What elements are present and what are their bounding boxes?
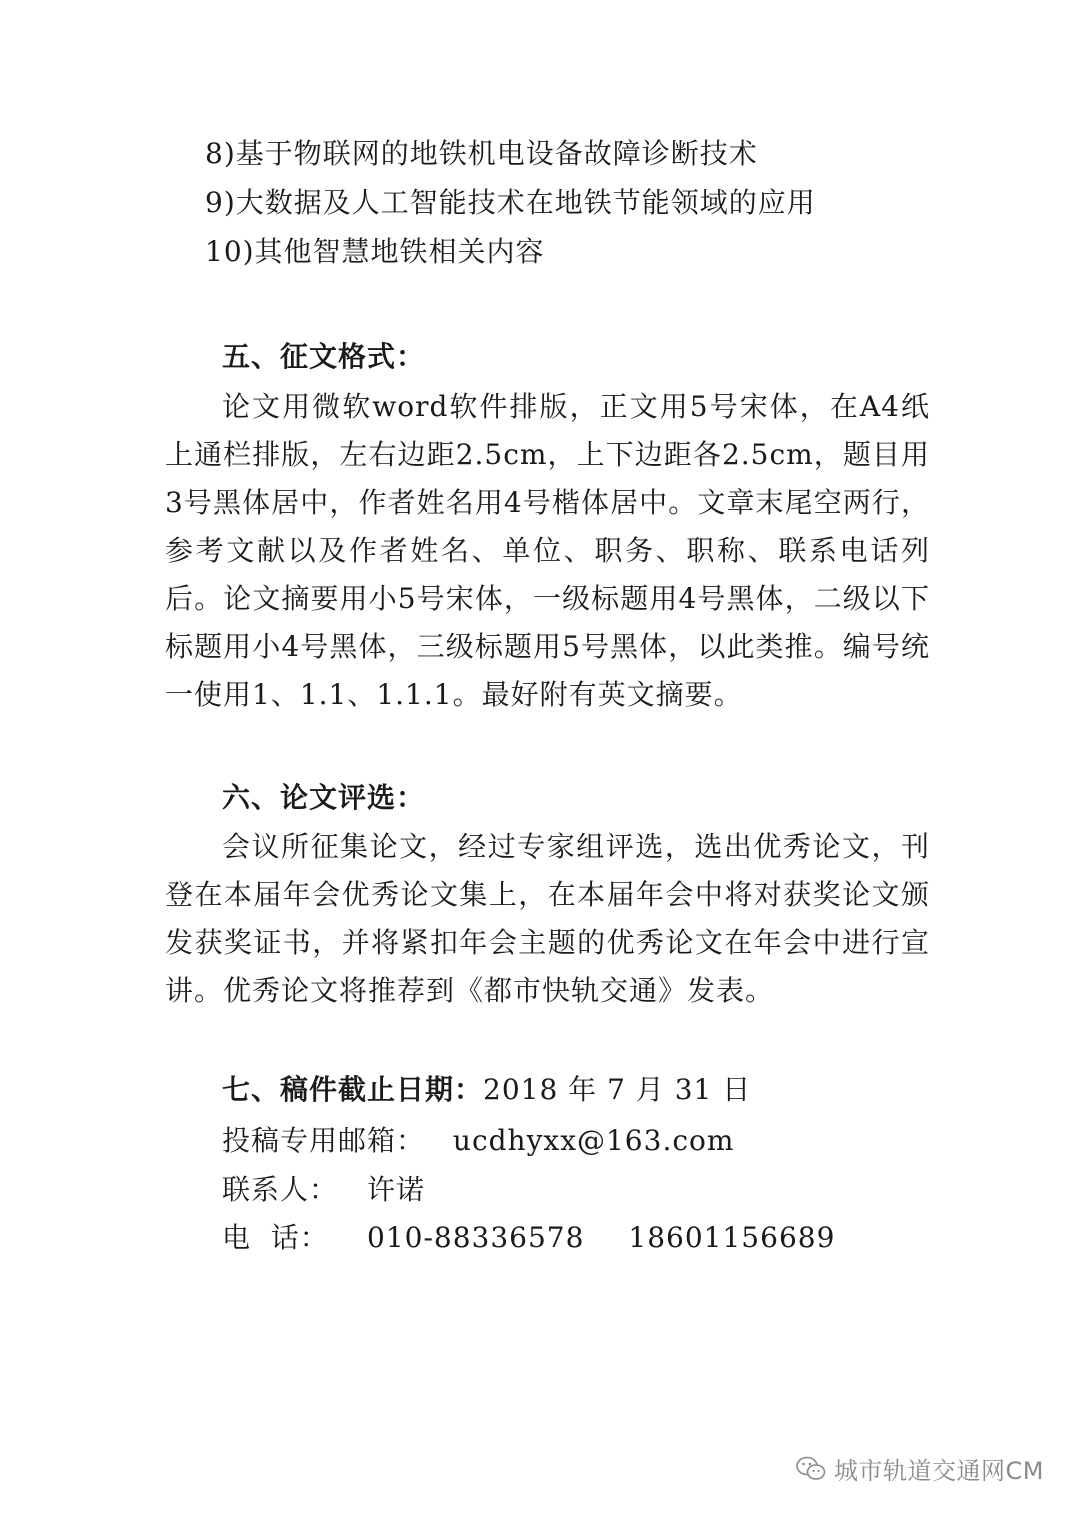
watermark <box>796 1451 1044 1486</box>
watermark-text: 城市轨道交通网CM <box>834 1457 1044 1485</box>
wechat-icon <box>796 1456 826 1482</box>
list-item-10: 10)其他智慧地铁相关内容 <box>205 235 545 268</box>
phone-number-1: 010-88336578 <box>367 1221 585 1254</box>
email-line <box>222 1117 734 1165</box>
contact-person-name: 许诺 <box>367 1173 426 1206</box>
section-5-heading: 五、征文格式： <box>222 340 426 373</box>
contact-person-label: 联系人： <box>222 1173 339 1206</box>
email-label: 投稿专用邮箱： <box>222 1124 426 1157</box>
section-6-heading: 六、论文评选： <box>222 781 426 814</box>
phone-number-2: 18601156689 <box>628 1221 836 1254</box>
section-7-heading <box>222 1066 751 1114</box>
deadline-date: 2018 年 7 月 31 日 <box>483 1073 752 1106</box>
section-5-body: 论文用微软word软件排版，正文用5号宋体，在A4纸上通栏排版，左右边距2.5cm，上下边距各2.5cm，题目用3号黑体居中，作者姓名用4号楷体居中。文章末尾空两行，参考文献以及作者姓名、单位、职务、职称、联系电话列后。论文摘要用小5号宋体，一级标题用4号黑体，二级以下标题用小4号黑体，三级标题用5号黑体，以此类推。编号统一使用1、1.1、1.1.1。最好附有英文摘要。 <box>165 390 930 711</box>
deadline-label: 七、稿件截止日期： <box>222 1073 484 1106</box>
section-6-body: 会议所征集论文，经过专家组评选，选出优秀论文，刊登在本届年会优秀论文集上，在本届年会中将对获奖论文颁发获奖证书，并将紧扣年会主题的优秀论文在年会中进行宣讲。优秀论文将推荐到《都市快轨交通》发表。 <box>165 830 930 1007</box>
phone-line <box>222 1214 835 1262</box>
list-item-9: 9)大数据及人工智能技术在地铁节能领域的应用 <box>205 186 816 219</box>
list-item-8: 8)基于物联网的地铁机电设备故障诊断技术 <box>205 137 758 170</box>
email-address: ucdhyxx@163.com <box>452 1124 735 1157</box>
phone-label: 电 话： <box>222 1221 329 1254</box>
contact-person-line <box>222 1166 425 1214</box>
